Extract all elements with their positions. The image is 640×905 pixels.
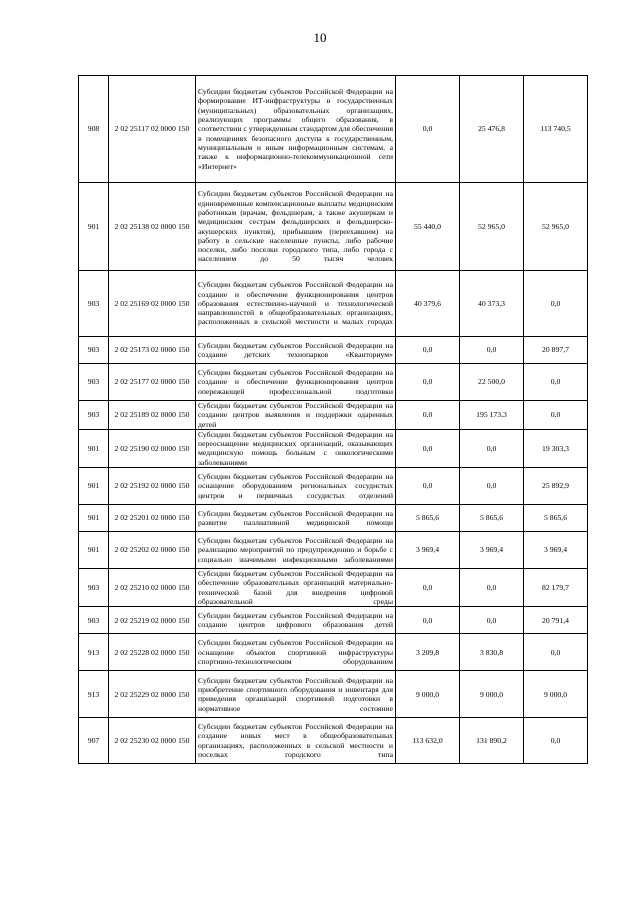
amount-year1-cell: 9 000,0 bbox=[396, 671, 460, 718]
budget-code-cell: 2 02 25190 02 0000 150 bbox=[109, 429, 196, 467]
admin-code-cell: 903 bbox=[79, 364, 109, 401]
admin-code-cell: 907 bbox=[79, 718, 109, 764]
amount-year1-cell: 0,0 bbox=[396, 569, 460, 607]
revenue-name-cell: Субсидии бюджетам субъектов Российской Федерации на переоснащение медицинских организаций, оказывающих медицинскую помощь больным с онкологическими заболеваниями bbox=[196, 429, 396, 467]
budget-code-cell: 2 02 25201 02 0000 150 bbox=[109, 505, 196, 532]
amount-year3-cell: 20 897,7 bbox=[524, 337, 588, 364]
amount-year2-cell: 52 965,0 bbox=[460, 183, 524, 271]
amount-year3-cell: 25 892,9 bbox=[524, 468, 588, 505]
revenue-name-cell: Субсидии бюджетам субъектов Российской Федерации на создание новых мест в общеобразовательных организациях, расположенных в сельской местности и поселках городского типа bbox=[196, 718, 396, 764]
amount-year2-cell: 195 173,3 bbox=[460, 401, 524, 430]
revenue-name-cell: Субсидии бюджетам субъектов Российской Федерации на создание и обеспечение функционирования центров образования естественно-научной и технологической направленностей в общеобразовательных организациях, расположенных в сельской местности и малых городах bbox=[196, 271, 396, 337]
budget-code-cell: 2 02 25189 02 0000 150 bbox=[109, 401, 196, 430]
budget-table bbox=[78, 75, 588, 764]
amount-year1-cell: 0,0 bbox=[396, 468, 460, 505]
revenue-name-cell: Субсидии бюджетам субъектов Российской Федерации на создание и обеспечение функционирования центров опережающей профессиональной подготовки bbox=[196, 364, 396, 401]
revenue-name-cell: Субсидии бюджетам субъектов Российской Федерации на реализацию мероприятий по предупреждению и борьбе с социально значимыми инфекционными заболеваниями bbox=[196, 532, 396, 569]
amount-year3-cell: 113 740,5 bbox=[524, 76, 588, 183]
revenue-name-cell: Субсидии бюджетам субъектов Российской Федерации на единовременные компенсационные выплаты медицинским работникам (врачам, фельдшерам, а также акушеркам и медицинским сестрам фельдшерских и фельдшерско-акушерских пунктов), прибывшим (переехавшим) на работу в сельские населенные пункты, либо рабочие поселки, либо поселки городского типа, либо города с населением до 50 тысяч человек bbox=[196, 183, 396, 271]
amount-year3-cell: 19 303,3 bbox=[524, 429, 588, 467]
amount-year2-cell: 0,0 bbox=[460, 468, 524, 505]
amount-year1-cell: 0,0 bbox=[396, 364, 460, 401]
table-row bbox=[79, 76, 588, 183]
table-row bbox=[79, 505, 588, 532]
budget-code-cell: 2 02 25177 02 0000 150 bbox=[109, 364, 196, 401]
amount-year3-cell: 52 965,0 bbox=[524, 183, 588, 271]
amount-year3-cell: 9 000,0 bbox=[524, 671, 588, 718]
budget-code-cell: 2 02 25228 02 0000 150 bbox=[109, 634, 196, 671]
revenue-name-cell: Субсидии бюджетам субъектов Российской Федерации на создание детских технопарков «Кванториум» bbox=[196, 337, 396, 364]
table-row bbox=[79, 468, 588, 505]
amount-year3-cell: 0,0 bbox=[524, 364, 588, 401]
table-row bbox=[79, 718, 588, 764]
revenue-name-cell: Субсидии бюджетам субъектов Российской Федерации на оснащение оборудованием региональных сосудистых центров и первичных сосудистых отделений bbox=[196, 468, 396, 505]
amount-year1-cell: 3 969,4 bbox=[396, 532, 460, 569]
table-row bbox=[79, 401, 588, 430]
amount-year3-cell: 0,0 bbox=[524, 718, 588, 764]
amount-year2-cell: 131 890,2 bbox=[460, 718, 524, 764]
table-row bbox=[79, 569, 588, 607]
admin-code-cell: 908 bbox=[79, 76, 109, 183]
revenue-name-cell: Субсидии бюджетам субъектов Российской Федерации на развитие паллиативной медицинской помощи bbox=[196, 505, 396, 532]
amount-year2-cell: 5 865,6 bbox=[460, 505, 524, 532]
table-row bbox=[79, 183, 588, 271]
amount-year1-cell: 113 632,0 bbox=[396, 718, 460, 764]
admin-code-cell: 903 bbox=[79, 607, 109, 634]
admin-code-cell: 901 bbox=[79, 532, 109, 569]
revenue-name-cell: Субсидии бюджетам субъектов Российской Федерации на формирование ИТ-инфраструктуры в государственных (муниципальных) образовательных организациях, реализующих программы общего образования, в соответствии с утвержденным стандартом для обеспечения в помещениях безопасного доступа к государственным, муниципальным и иным информационным системам, а также к информационно-телекоммуникационной сети «Интернет» bbox=[196, 76, 396, 183]
amount-year3-cell: 82 179,7 bbox=[524, 569, 588, 607]
budget-code-cell: 2 02 25173 02 0000 150 bbox=[109, 337, 196, 364]
amount-year1-cell: 3 209,8 bbox=[396, 634, 460, 671]
amount-year1-cell: 0,0 bbox=[396, 607, 460, 634]
budget-code-cell: 2 02 25219 02 0000 150 bbox=[109, 607, 196, 634]
table-row bbox=[79, 634, 588, 671]
admin-code-cell: 903 bbox=[79, 337, 109, 364]
table-row bbox=[79, 271, 588, 337]
page-number: 10 bbox=[313, 30, 327, 45]
admin-code-cell: 903 bbox=[79, 401, 109, 430]
amount-year1-cell: 0,0 bbox=[396, 337, 460, 364]
revenue-name-cell: Субсидии бюджетам субъектов Российской Федерации на обеспечение образовательных организаций материально-технической базой для внедрения цифровой образовательной среды bbox=[196, 569, 396, 607]
amount-year3-cell: 0,0 bbox=[524, 401, 588, 430]
amount-year1-cell: 0,0 bbox=[396, 401, 460, 430]
amount-year2-cell: 9 000,0 bbox=[460, 671, 524, 718]
admin-code-cell: 903 bbox=[79, 271, 109, 337]
admin-code-cell: 901 bbox=[79, 468, 109, 505]
amount-year2-cell: 22 500,0 bbox=[460, 364, 524, 401]
amount-year2-cell: 3 830,8 bbox=[460, 634, 524, 671]
revenue-name-cell: Субсидии бюджетам субъектов Российской Федерации на оснащение объектов спортивной инфраструктуры спортивно-технологическим оборудованием bbox=[196, 634, 396, 671]
revenue-name-cell: Субсидии бюджетам субъектов Российской Федерации на создание центров цифрового образования детей bbox=[196, 607, 396, 634]
amount-year3-cell: 20 791,4 bbox=[524, 607, 588, 634]
budget-code-cell: 2 02 25230 02 0000 150 bbox=[109, 718, 196, 764]
amount-year1-cell: 55 440,0 bbox=[396, 183, 460, 271]
amount-year2-cell: 0,0 bbox=[460, 429, 524, 467]
budget-code-cell: 2 02 25117 02 0000 150 bbox=[109, 76, 196, 183]
amount-year3-cell: 0,0 bbox=[524, 634, 588, 671]
budget-code-cell: 2 02 25229 02 0000 150 bbox=[109, 671, 196, 718]
admin-code-cell: 901 bbox=[79, 505, 109, 532]
amount-year1-cell: 5 865,6 bbox=[396, 505, 460, 532]
amount-year3-cell: 3 969,4 bbox=[524, 532, 588, 569]
amount-year2-cell: 0,0 bbox=[460, 607, 524, 634]
amount-year2-cell: 0,0 bbox=[460, 337, 524, 364]
admin-code-cell: 913 bbox=[79, 634, 109, 671]
budget-code-cell: 2 02 25210 02 0000 150 bbox=[109, 569, 196, 607]
amount-year2-cell: 3 969,4 bbox=[460, 532, 524, 569]
revenue-name-cell: Субсидии бюджетам субъектов Российской Федерации на создание центров выявления и поддержки одаренных детей bbox=[196, 401, 396, 430]
revenue-name-cell: Субсидии бюджетам субъектов Российской Федерации на приобретение спортивного оборудования и инвентаря для приведения организаций спортивной подготовки в нормативное состояние bbox=[196, 671, 396, 718]
admin-code-cell: 913 bbox=[79, 671, 109, 718]
budget-code-cell: 2 02 25138 02 0000 150 bbox=[109, 183, 196, 271]
amount-year3-cell: 5 865,6 bbox=[524, 505, 588, 532]
budget-code-cell: 2 02 25169 02 0000 150 bbox=[109, 271, 196, 337]
amount-year1-cell: 0,0 bbox=[396, 429, 460, 467]
table-row bbox=[79, 671, 588, 718]
amount-year3-cell: 0,0 bbox=[524, 271, 588, 337]
admin-code-cell: 901 bbox=[79, 183, 109, 271]
amount-year1-cell: 40 379,6 bbox=[396, 271, 460, 337]
amount-year2-cell: 40 373,3 bbox=[460, 271, 524, 337]
admin-code-cell: 901 bbox=[79, 429, 109, 467]
amount-year2-cell: 25 476,8 bbox=[460, 76, 524, 183]
table-row bbox=[79, 429, 588, 467]
amount-year1-cell: 0,0 bbox=[396, 76, 460, 183]
table-row bbox=[79, 532, 588, 569]
admin-code-cell: 903 bbox=[79, 569, 109, 607]
table-row bbox=[79, 337, 588, 364]
table-row bbox=[79, 607, 588, 634]
amount-year2-cell: 0,0 bbox=[460, 569, 524, 607]
budget-code-cell: 2 02 25202 02 0000 150 bbox=[109, 532, 196, 569]
budget-code-cell: 2 02 25192 02 0000 150 bbox=[109, 468, 196, 505]
table-row bbox=[79, 364, 588, 401]
